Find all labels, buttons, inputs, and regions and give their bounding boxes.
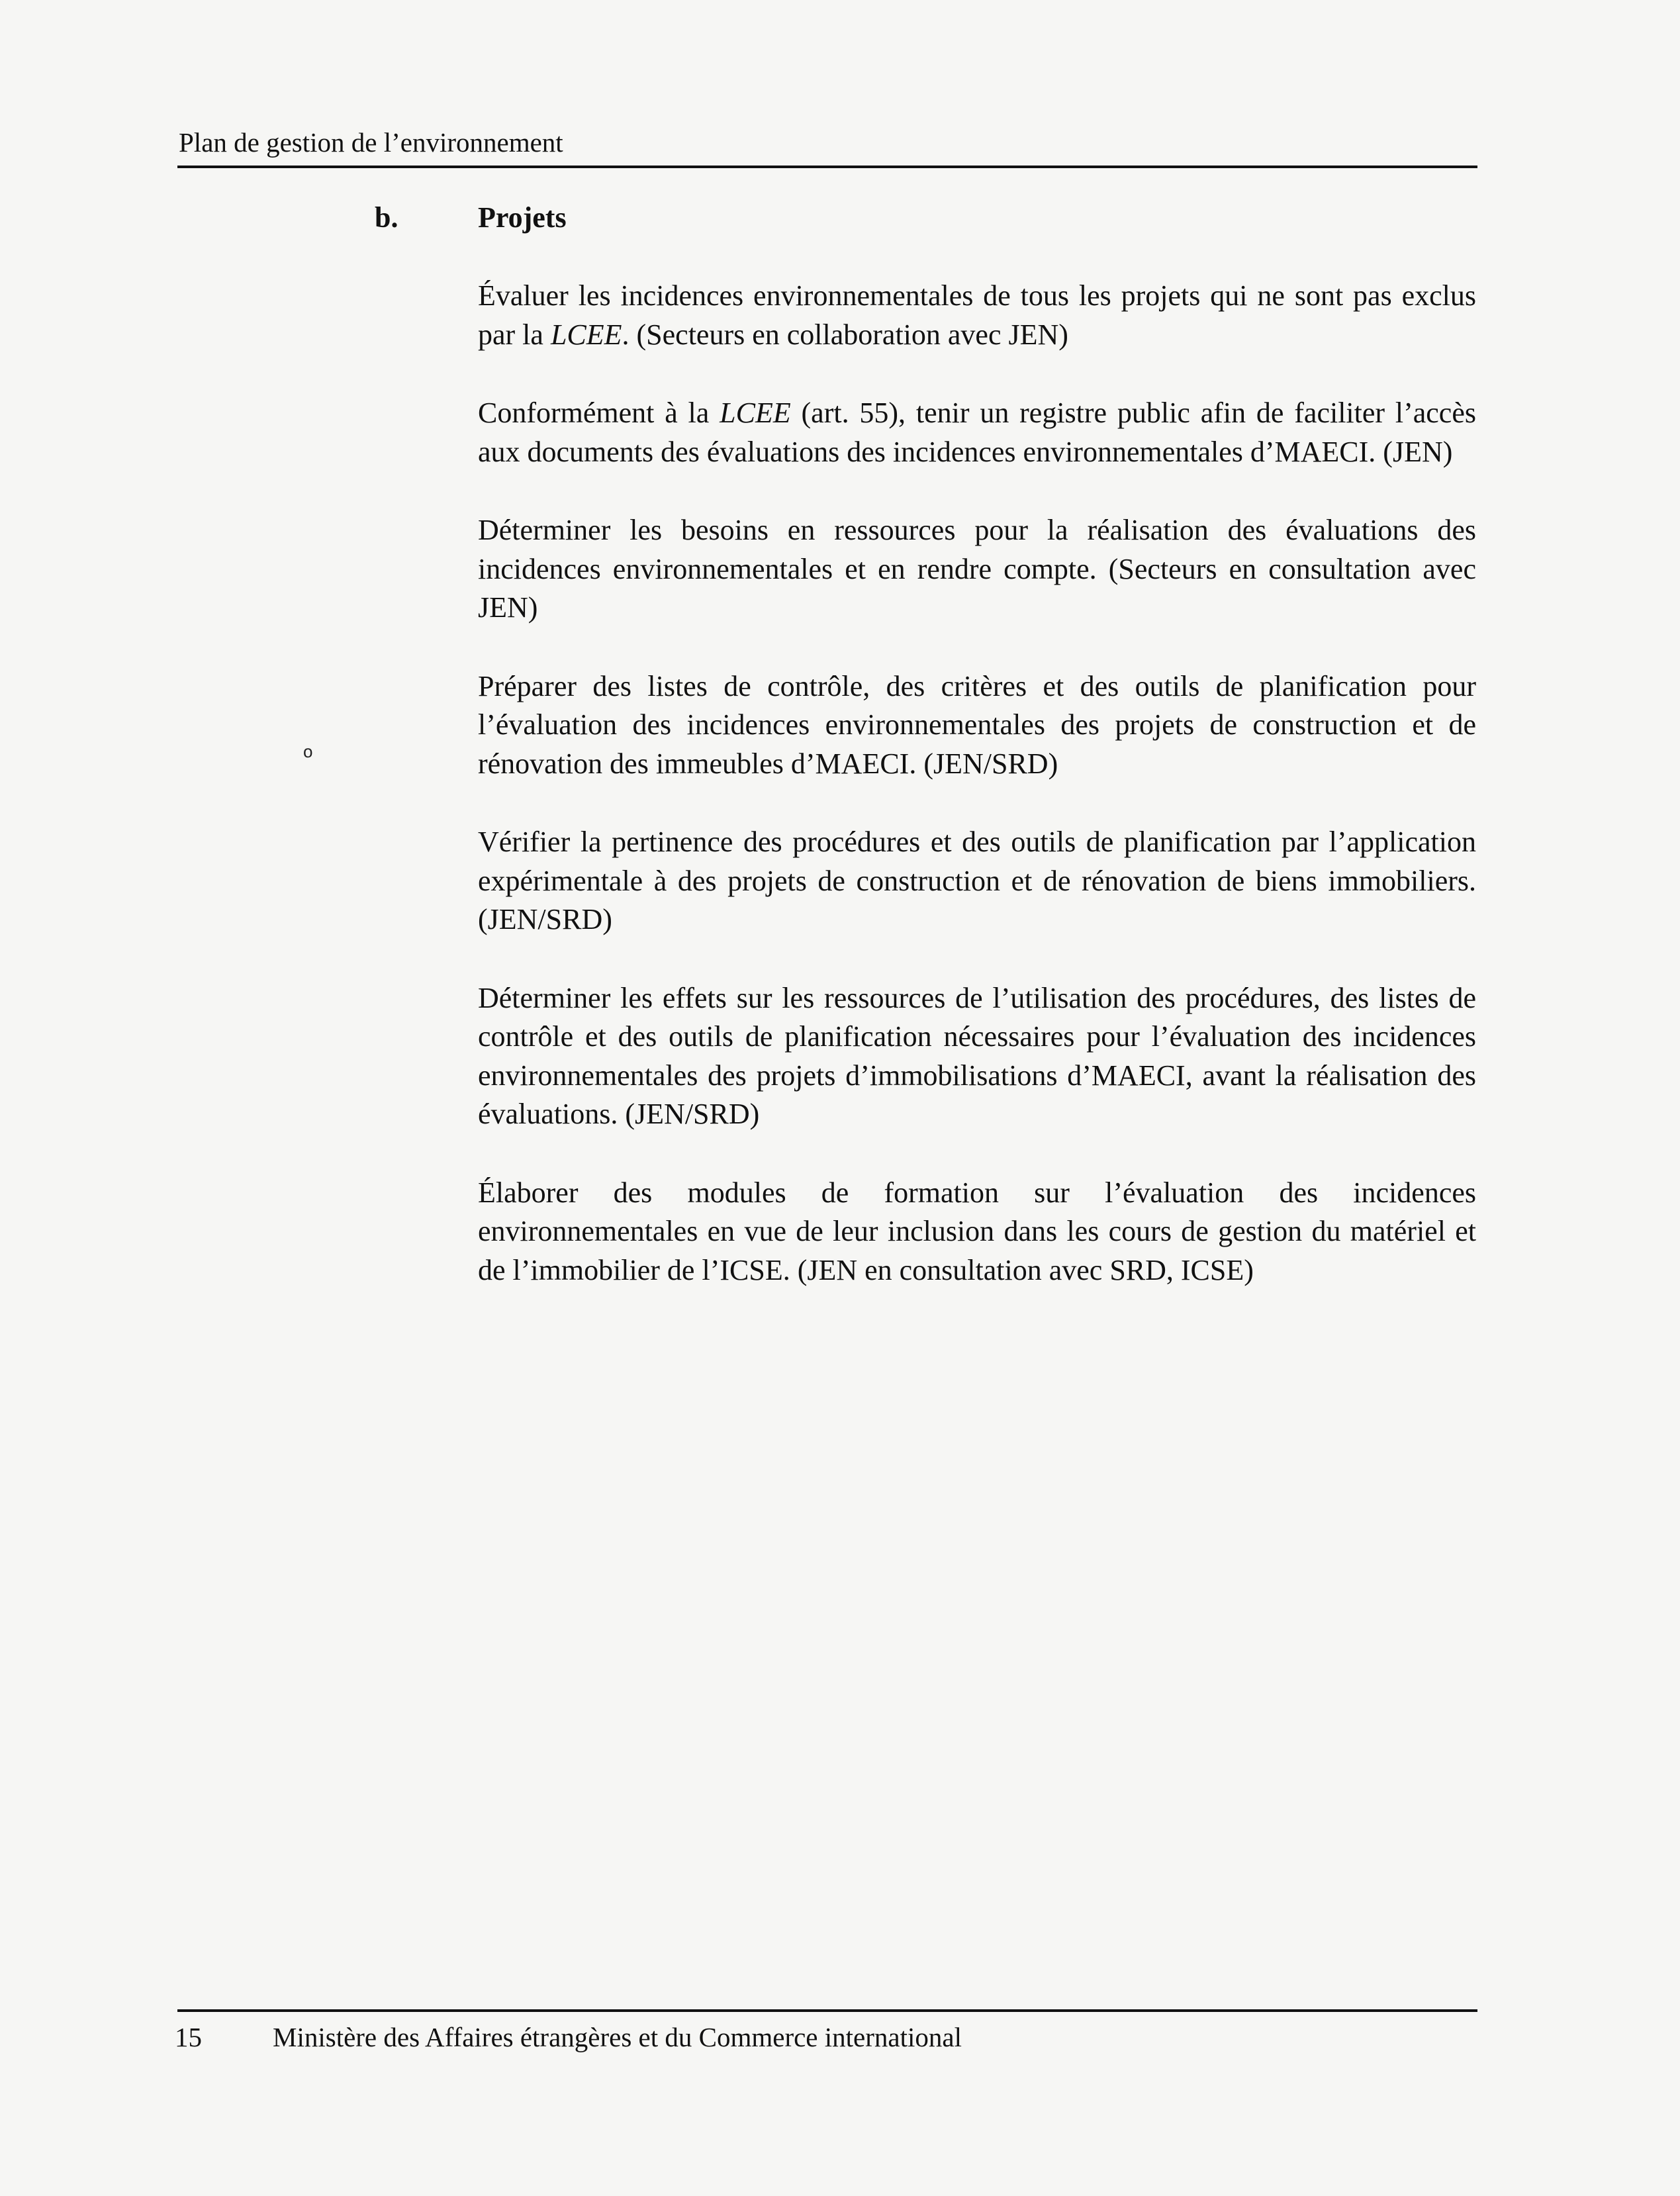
- section-title: Projets: [478, 201, 567, 234]
- paragraph-2: [478, 394, 1476, 471]
- act-abbreviation: LCEE: [550, 318, 622, 351]
- paragraph-6: [478, 979, 1476, 1134]
- section-body: [478, 277, 1476, 1329]
- paragraph-4: [478, 667, 1476, 784]
- paragraph-text: Évaluer les incidences environnementales de tous les projets qui ne sont pas exclus par la: [478, 279, 1476, 351]
- act-abbreviation: LCEE: [720, 397, 791, 429]
- paragraph-text: (art. 55), tenir un registre public afin de faciliter l’accès aux documents des évaluations des incidences environnementales d’MAECI. (JEN): [478, 397, 1476, 468]
- stray-mark: o: [303, 741, 313, 761]
- page-number: 15: [175, 2022, 202, 2052]
- paragraph-1: [478, 277, 1476, 354]
- paragraph-5: [478, 823, 1476, 939]
- paragraph-3: [478, 511, 1476, 628]
- running-header: Plan de gestion de l’environnement: [179, 127, 563, 158]
- section-letter: b.: [375, 201, 398, 234]
- paragraph-text: Élaborer des modules de formation sur l’évaluation des incidences environnementales en vue de leur inclusion dans les cours de gestion du matériel et de l’immobilier de l’ICSE. (JEN en consultation avec SRD, ICSE): [478, 1176, 1476, 1286]
- paragraph-text: Déterminer les besoins en ressources pour la réalisation des évaluations des incidences environnementales et en rendre compte. (Secteurs en consultation avec JEN): [478, 514, 1476, 624]
- header-rule: [177, 166, 1477, 168]
- paragraph-7: [478, 1174, 1476, 1290]
- paragraph-text: Vérifier la pertinence des procédures et des outils de planification par l’application expérimentale à des projets de construction et de rénovation de biens immobiliers. (JEN/SRD): [478, 826, 1476, 935]
- footer-rule: [177, 2009, 1477, 2012]
- paragraph-text: Déterminer les effets sur les ressources de l’utilisation des procédures, des listes de contrôle et des outils de planification nécessaires pour l’évaluation des incidences environnementales des projets d’immobilisations d’MAECI, avant la réalisation des évaluations. (JEN/SRD): [478, 981, 1476, 1130]
- paragraph-text: Conformément à la: [478, 397, 720, 429]
- footer-organization: Ministère des Affaires étrangères et du Commerce international: [273, 2022, 962, 2052]
- paragraph-text: Préparer des listes de contrôle, des critères et des outils de planification pour l’évaluation des incidences environnementales des projets de construction et de rénovation des immeubles d’MAECI. (JEN/SRD): [478, 669, 1476, 780]
- paragraph-text: . (Secteurs en collaboration avec JEN): [622, 318, 1068, 351]
